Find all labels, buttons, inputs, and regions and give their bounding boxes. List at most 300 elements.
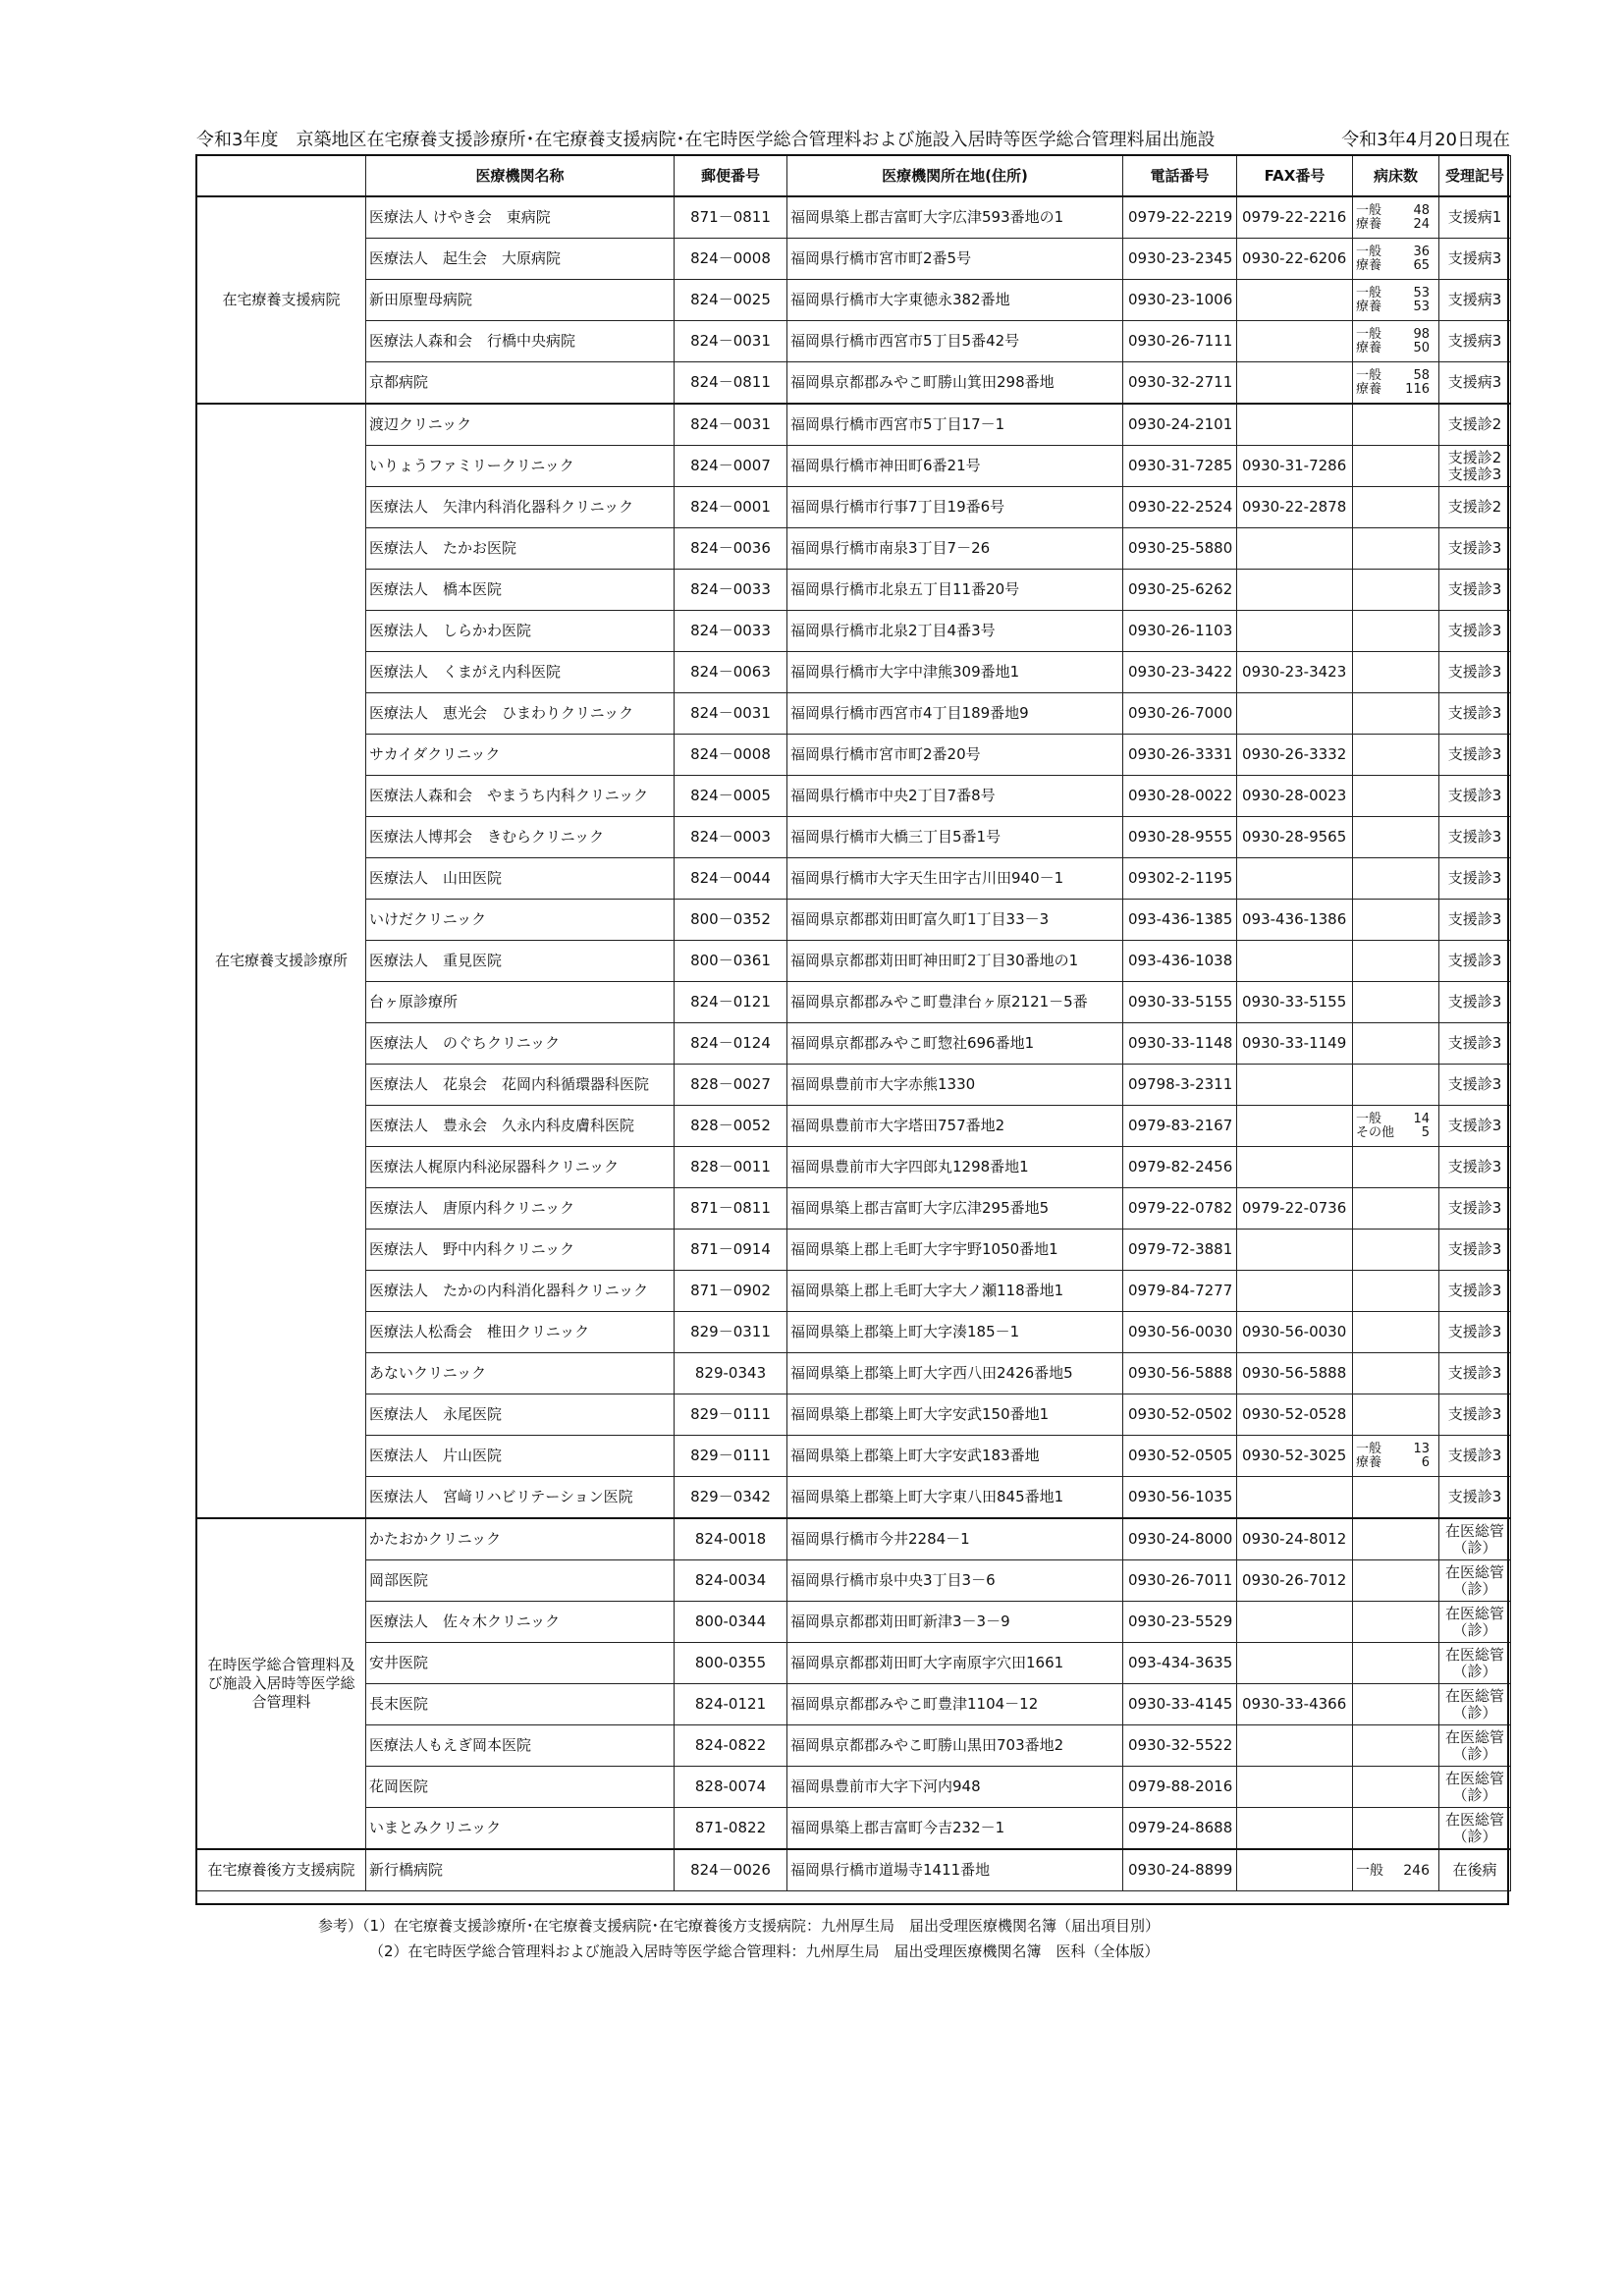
code-line: 在医総管 [1444, 1604, 1504, 1622]
bed-line [1356, 328, 1435, 342]
postal-header: 郵便番号 [675, 156, 787, 197]
address: 福岡県京都郡苅田町新津3－3－9 [787, 1602, 1123, 1643]
fax-number [1237, 1643, 1353, 1684]
address: 福岡県行橋市西宮市4丁目189番地9 [787, 693, 1123, 735]
address: 福岡県行橋市大字天生田字古川田940－1 [787, 858, 1123, 900]
bed-line [1356, 342, 1435, 355]
bed-type: その他 [1356, 1124, 1395, 1140]
facility-name: 医療法人 橋本医院 [366, 570, 675, 611]
table-row [197, 196, 1511, 239]
fax-number: 093-436-1386 [1237, 900, 1353, 941]
fax-header: FAX番号 [1237, 156, 1353, 197]
address: 福岡県京都郡苅田町大字南原字穴田1661 [787, 1643, 1123, 1684]
bed-count [1353, 776, 1439, 817]
code-line: 支援診3 [1447, 1158, 1502, 1175]
bed-type: 療養 [1356, 257, 1382, 273]
acceptance-code [1439, 570, 1511, 611]
postal-code: 829－0342 [675, 1477, 787, 1519]
acceptance-code [1439, 1560, 1511, 1602]
bed-type: 一般 [1356, 244, 1382, 259]
postal-code: 800－0352 [675, 900, 787, 941]
document-title: 令和3年度 京築地区在宅療養支援診療所･在宅療養支援病院･在宅時医学総合管理料および施設入居時等医学総合管理料届出施設 [196, 130, 1216, 150]
postal-code: 800－0361 [675, 941, 787, 982]
table-row [197, 1023, 1511, 1065]
bed-number: 36 [1413, 244, 1430, 259]
table-row [197, 982, 1511, 1023]
acceptance-code [1439, 1106, 1511, 1147]
table-row [197, 239, 1511, 280]
bed-count [1353, 280, 1439, 321]
code-line: 支援診3 [1447, 663, 1502, 681]
facility-name: 医療法人 山田医院 [366, 858, 675, 900]
fax-number [1237, 404, 1353, 446]
phone-number: 09302-2-1195 [1123, 858, 1237, 900]
code-line: 支援診3 [1447, 539, 1502, 557]
code-header: 受理記号 [1439, 156, 1511, 197]
bed-count [1353, 1436, 1439, 1477]
code-line: 支援病3 [1447, 332, 1502, 350]
table-row [197, 941, 1511, 982]
bed-type: 療養 [1356, 299, 1382, 314]
table-row [197, 1230, 1511, 1271]
facility-name: 医療法人 しらかわ医院 [366, 611, 675, 652]
bed-number: 116 [1405, 381, 1430, 397]
facility-table [196, 155, 1511, 1891]
postal-code: 824-0018 [675, 1518, 787, 1560]
table-row [197, 528, 1511, 570]
phone-number: 0979-83-2167 [1123, 1106, 1237, 1147]
address: 福岡県行橋市西宮市5丁目5番42号 [787, 321, 1123, 362]
acceptance-code [1439, 196, 1511, 239]
bed-type: 一般 [1356, 1441, 1382, 1456]
bed-number: 50 [1413, 340, 1430, 355]
facility-name: 医療法人 佐々木クリニック [366, 1602, 675, 1643]
phone-number: 0930-23-5529 [1123, 1602, 1237, 1643]
bed-type: 療養 [1356, 381, 1382, 397]
postal-code: 800-0344 [675, 1602, 787, 1643]
facility-name: 医療法人松喬会 椎田クリニック [366, 1312, 675, 1353]
header-row [197, 156, 1511, 197]
fax-number: 0930-23-3423 [1237, 652, 1353, 693]
facility-name: 医療法人 のぐちクリニック [366, 1023, 675, 1065]
bed-count [1353, 404, 1439, 446]
acceptance-code [1439, 1477, 1511, 1519]
facility-name: 新行橋病院 [366, 1849, 675, 1891]
acceptance-code [1439, 693, 1511, 735]
phone-number: 0930-33-5155 [1123, 982, 1237, 1023]
bed-type: 一般 [1356, 202, 1382, 218]
phone-number: 093-436-1038 [1123, 941, 1237, 982]
acceptance-code [1439, 362, 1511, 405]
facility-name: 医療法人 たかの内科消化器科クリニック [366, 1271, 675, 1312]
facility-name: 渡辺クリニック [366, 404, 675, 446]
fax-number [1237, 1767, 1353, 1808]
facility-name: サカイダクリニック [366, 735, 675, 776]
facility-name: 医療法人 永尾医院 [366, 1394, 675, 1436]
note-line-2: （2）在宅時医学総合管理料および施設入居時等医学総合管理料：九州厚生局 届出受理医療機関名簿 医科（全体版） [369, 1942, 1160, 1960]
code-line: 支援診3 [1447, 704, 1502, 722]
code-line: 支援診3 [1447, 465, 1502, 483]
address: 福岡県豊前市大字赤熊1330 [787, 1065, 1123, 1106]
address: 福岡県築上郡吉富町大字広津593番地の1 [787, 196, 1123, 239]
acceptance-code [1439, 941, 1511, 982]
acceptance-code [1439, 280, 1511, 321]
address: 福岡県京都郡苅田町富久町1丁目33－3 [787, 900, 1123, 941]
address: 福岡県築上郡築上町大字安武183番地 [787, 1436, 1123, 1477]
acceptance-code [1439, 1023, 1511, 1065]
bed-line [1356, 204, 1435, 218]
table-row [197, 1106, 1511, 1147]
bed-count [1353, 1394, 1439, 1436]
address: 福岡県行橋市今井2284－1 [787, 1518, 1123, 1560]
postal-code: 824－0031 [675, 693, 787, 735]
bed-count [1353, 1023, 1439, 1065]
table-row [197, 1849, 1511, 1891]
phone-number: 0979-72-3881 [1123, 1230, 1237, 1271]
bed-count [1353, 1725, 1439, 1767]
bed-count [1353, 1518, 1439, 1560]
acceptance-code [1439, 1271, 1511, 1312]
fax-number: 0930-56-5888 [1237, 1353, 1353, 1394]
address: 福岡県京都郡苅田町神田町2丁目30番地の1 [787, 941, 1123, 982]
facility-name: 医療法人 けやき会 東病院 [366, 196, 675, 239]
bed-count [1353, 611, 1439, 652]
code-line: 支援診3 [1447, 1323, 1502, 1340]
facility-name: 医療法人 花泉会 花岡内科循環器科医院 [366, 1065, 675, 1106]
address: 福岡県行橋市神田町6番21号 [787, 446, 1123, 487]
acceptance-code [1439, 1643, 1511, 1684]
code-line: 支援診3 [1447, 1117, 1502, 1134]
phone-number: 09798-3-2311 [1123, 1065, 1237, 1106]
fax-number [1237, 1065, 1353, 1106]
facility-name: 医療法人 野中内科クリニック [366, 1230, 675, 1271]
bed-number: 48 [1413, 202, 1430, 218]
bed-line [1356, 1443, 1435, 1456]
postal-code: 824－0036 [675, 528, 787, 570]
bed-line [1356, 383, 1435, 397]
bed-number: 6 [1421, 1454, 1430, 1470]
fax-number: 0930-33-4366 [1237, 1684, 1353, 1725]
code-line: 在医総管 [1444, 1521, 1504, 1540]
phone-number: 0930-56-1035 [1123, 1477, 1237, 1519]
postal-code: 824－0124 [675, 1023, 787, 1065]
address-header: 医療機関所在地(住所) [787, 156, 1123, 197]
bed-type: 一般 [1356, 1862, 1383, 1879]
facility-name: 医療法人 矢津内科消化器科クリニック [366, 487, 675, 528]
address: 福岡県行橋市北泉五丁目11番20号 [787, 570, 1123, 611]
code-line: 支援病3 [1447, 291, 1502, 308]
code-line: 支援診3 [1447, 580, 1502, 598]
postal-code: 824-0822 [675, 1725, 787, 1767]
fax-number [1237, 1147, 1353, 1188]
acceptance-code [1439, 1065, 1511, 1106]
bed-count [1353, 1230, 1439, 1271]
address: 福岡県築上郡吉富町今吉232－1 [787, 1808, 1123, 1850]
code-line: 支援診3 [1447, 828, 1502, 846]
facility-name: いりょうファミリークリニック [366, 446, 675, 487]
facility-name: 医療法人 唐原内科クリニック [366, 1188, 675, 1230]
note-line-1: 参考）（1）在宅療養支援診療所･在宅療養支援病院･在宅療養後方支援病院：九州厚生局 届出受理医療機関名簿（届出項目別） [318, 1917, 1161, 1935]
fax-number: 0979-22-2216 [1237, 196, 1353, 239]
phone-number: 0930-32-5522 [1123, 1725, 1237, 1767]
table-row [197, 1767, 1511, 1808]
table-row [197, 611, 1511, 652]
postal-code: 871－0902 [675, 1271, 787, 1312]
code-line: （診） [1452, 1744, 1497, 1763]
fax-number: 0930-52-0528 [1237, 1394, 1353, 1436]
postal-code: 828－0011 [675, 1147, 787, 1188]
bed-count [1353, 1643, 1439, 1684]
code-line: 支援診3 [1447, 1282, 1502, 1299]
bed-count [1353, 1849, 1439, 1891]
fax-number [1237, 528, 1353, 570]
table-row [197, 1147, 1511, 1188]
postal-code: 829－0111 [675, 1436, 787, 1477]
bed-count [1353, 528, 1439, 570]
postal-code: 824－0026 [675, 1849, 787, 1891]
address: 福岡県豊前市大字下河内948 [787, 1767, 1123, 1808]
code-line: 支援診2 [1447, 448, 1502, 466]
bed-number: 53 [1413, 299, 1430, 314]
acceptance-code [1439, 1684, 1511, 1725]
table-row [197, 487, 1511, 528]
bed-line [1356, 1456, 1435, 1470]
reference-notes [318, 1913, 1160, 1964]
bed-count [1353, 1188, 1439, 1230]
fax-number [1237, 1808, 1353, 1850]
postal-code: 828－0027 [675, 1065, 787, 1106]
table-row [197, 404, 1511, 446]
bed-type: 療養 [1356, 340, 1382, 355]
code-line: 支援診3 [1447, 869, 1502, 887]
facility-name: 医療法人 恵光会 ひまわりクリニック [366, 693, 675, 735]
code-line: 在医総管 [1444, 1645, 1504, 1664]
phone-number: 0930-52-0502 [1123, 1394, 1237, 1436]
bed-count [1353, 858, 1439, 900]
facility-name: いまとみクリニック [366, 1808, 675, 1850]
bed-line [1356, 1126, 1435, 1140]
address: 福岡県京都郡みやこ町豊津1104－12 [787, 1684, 1123, 1725]
code-line: （診） [1452, 1785, 1497, 1804]
address: 福岡県築上郡上毛町大字大ノ瀬118番地1 [787, 1271, 1123, 1312]
address: 福岡県行橋市北泉2丁目4番3号 [787, 611, 1123, 652]
table-row [197, 570, 1511, 611]
acceptance-code [1439, 1849, 1511, 1891]
postal-code: 824－0005 [675, 776, 787, 817]
code-line: 在医総管 [1444, 1769, 1504, 1787]
code-line: 支援診3 [1447, 622, 1502, 639]
postal-code: 829-0343 [675, 1353, 787, 1394]
table-row [197, 652, 1511, 693]
table-row [197, 1560, 1511, 1602]
fax-number: 0930-22-6206 [1237, 239, 1353, 280]
code-line: 支援病3 [1447, 249, 1502, 267]
bed-count [1353, 1684, 1439, 1725]
postal-code: 824－0025 [675, 280, 787, 321]
acceptance-code [1439, 1147, 1511, 1188]
code-line: （診） [1452, 1538, 1497, 1557]
table-row [197, 1312, 1511, 1353]
phone-number: 0930-23-1006 [1123, 280, 1237, 321]
address: 福岡県豊前市大字四郎丸1298番地1 [787, 1147, 1123, 1188]
postal-code: 824－0031 [675, 321, 787, 362]
code-line: 支援診2 [1447, 498, 1502, 516]
bed-number: 24 [1413, 216, 1430, 232]
facility-name: 台ヶ原診療所 [366, 982, 675, 1023]
bed-count [1353, 1477, 1439, 1519]
fax-number [1237, 362, 1353, 405]
acceptance-code [1439, 1230, 1511, 1271]
bed-line [1356, 1113, 1435, 1126]
phone-number: 0930-56-5888 [1123, 1353, 1237, 1394]
facility-name: 医療法人博邦会 きむらクリニック [366, 817, 675, 858]
address: 福岡県行橋市宮市町2番5号 [787, 239, 1123, 280]
fax-number [1237, 858, 1353, 900]
table-row [197, 1394, 1511, 1436]
table-row [197, 1518, 1511, 1560]
phone-number: 093-436-1385 [1123, 900, 1237, 941]
bed-count [1353, 487, 1439, 528]
bed-count [1353, 982, 1439, 1023]
code-line: （診） [1452, 1703, 1497, 1722]
bed-count [1353, 1065, 1439, 1106]
bed-type: 一般 [1356, 1111, 1382, 1126]
phone-number: 0930-24-8000 [1123, 1518, 1237, 1560]
phone-number: 0930-31-7285 [1123, 446, 1237, 487]
fax-number: 0930-33-1149 [1237, 1023, 1353, 1065]
table-row [197, 817, 1511, 858]
acceptance-code [1439, 858, 1511, 900]
bed-count [1353, 196, 1439, 239]
fax-number: 0930-28-0023 [1237, 776, 1353, 817]
phone-number: 0930-22-2524 [1123, 487, 1237, 528]
table-row [197, 776, 1511, 817]
bed-type: 療養 [1356, 216, 1382, 232]
phone-number: 0930-26-7000 [1123, 693, 1237, 735]
table-row [197, 362, 1511, 405]
facility-name: 安井医院 [366, 1643, 675, 1684]
fax-number [1237, 1271, 1353, 1312]
address: 福岡県行橋市西宮市5丁目17－1 [787, 404, 1123, 446]
phone-number: 0979-22-2219 [1123, 196, 1237, 239]
fax-number: 0979-22-0736 [1237, 1188, 1353, 1230]
fax-number [1237, 693, 1353, 735]
bed-type: 療養 [1356, 1454, 1382, 1470]
bed-count [1353, 1560, 1439, 1602]
facility-name: 医療法人 宮﨑リハビリテーション医院 [366, 1477, 675, 1519]
code-line: 支援診3 [1447, 952, 1502, 969]
phone-number: 0930-23-2345 [1123, 239, 1237, 280]
phone-number: 0930-26-3331 [1123, 735, 1237, 776]
fax-number [1237, 1849, 1353, 1891]
fax-number [1237, 280, 1353, 321]
acceptance-code [1439, 487, 1511, 528]
address: 福岡県京都郡みやこ町豊津台ヶ原2121－5番 [787, 982, 1123, 1023]
table-row [197, 321, 1511, 362]
postal-code: 824－0008 [675, 239, 787, 280]
code-line: 支援診2 [1447, 415, 1502, 433]
acceptance-code [1439, 446, 1511, 487]
code-line: 支援診3 [1447, 787, 1502, 804]
fax-number: 0930-24-8012 [1237, 1518, 1353, 1560]
postal-code: 824－0033 [675, 611, 787, 652]
address: 福岡県行橋市宮市町2番20号 [787, 735, 1123, 776]
facility-name: 花岡医院 [366, 1767, 675, 1808]
bed-count [1353, 1353, 1439, 1394]
fax-number [1237, 1725, 1353, 1767]
code-line: 支援病3 [1447, 373, 1502, 391]
phone-number: 0930-24-2101 [1123, 404, 1237, 446]
phone-number: 0930-24-8899 [1123, 1849, 1237, 1891]
code-line: 在医総管 [1444, 1810, 1504, 1829]
bed-count [1353, 1147, 1439, 1188]
code-line: （診） [1452, 1662, 1497, 1680]
bed-count [1353, 652, 1439, 693]
table-row [197, 1477, 1511, 1519]
postal-code: 824－0007 [675, 446, 787, 487]
facility-name: 医療法人森和会 やまうち内科クリニック [366, 776, 675, 817]
postal-code: 824－0003 [675, 817, 787, 858]
fax-number [1237, 1230, 1353, 1271]
code-line: （診） [1452, 1579, 1497, 1598]
fax-number [1237, 941, 1353, 982]
fax-number [1237, 1602, 1353, 1643]
postal-code: 871－0811 [675, 1188, 787, 1230]
acceptance-code [1439, 611, 1511, 652]
acceptance-code [1439, 1808, 1511, 1850]
bed-number: 13 [1413, 1441, 1430, 1456]
address: 福岡県築上郡吉富町大字広津295番地5 [787, 1188, 1123, 1230]
bed-count [1353, 570, 1439, 611]
address: 福岡県京都郡みやこ町惣社696番地1 [787, 1023, 1123, 1065]
table-row [197, 1643, 1511, 1684]
postal-code: 828－0052 [675, 1106, 787, 1147]
category-cell: 在時医学総合管理料及び施設入居時等医学総合管理料 [197, 1518, 366, 1849]
code-line: 支援診3 [1447, 1075, 1502, 1093]
bed-count [1353, 362, 1439, 405]
table-row [197, 1353, 1511, 1394]
code-line: 支援診3 [1447, 1240, 1502, 1258]
address: 福岡県行橋市泉中央3丁目3－6 [787, 1560, 1123, 1602]
as-of-date: 令和3年4月20日現在 [1341, 130, 1510, 150]
phone-number: 0930-26-1103 [1123, 611, 1237, 652]
address: 福岡県行橋市大橋三丁目5番1号 [787, 817, 1123, 858]
bed-line [1356, 259, 1435, 273]
postal-code: 829－0111 [675, 1394, 787, 1436]
facility-name: 医療法人梶原内科泌尿器科クリニック [366, 1147, 675, 1188]
acceptance-code [1439, 1602, 1511, 1643]
bed-count [1353, 1106, 1439, 1147]
fax-number [1237, 570, 1353, 611]
tel-header: 電話番号 [1123, 156, 1237, 197]
bed-count [1353, 1808, 1439, 1850]
acceptance-code [1439, 817, 1511, 858]
fax-number [1237, 611, 1353, 652]
code-line: 支援診3 [1447, 910, 1502, 928]
acceptance-code [1439, 1353, 1511, 1394]
code-line: 支援診3 [1447, 1488, 1502, 1505]
category-cell: 在宅療養支援診療所 [197, 404, 366, 1518]
table-row [197, 735, 1511, 776]
table-row [197, 900, 1511, 941]
acceptance-code [1439, 1188, 1511, 1230]
phone-number: 0930-25-5880 [1123, 528, 1237, 570]
postal-code: 829－0311 [675, 1312, 787, 1353]
facility-name: 医療法人 豊永会 久永内科皮膚科医院 [366, 1106, 675, 1147]
fax-number: 0930-28-9565 [1237, 817, 1353, 858]
bed-line [1356, 1864, 1435, 1878]
postal-code: 824－0033 [675, 570, 787, 611]
